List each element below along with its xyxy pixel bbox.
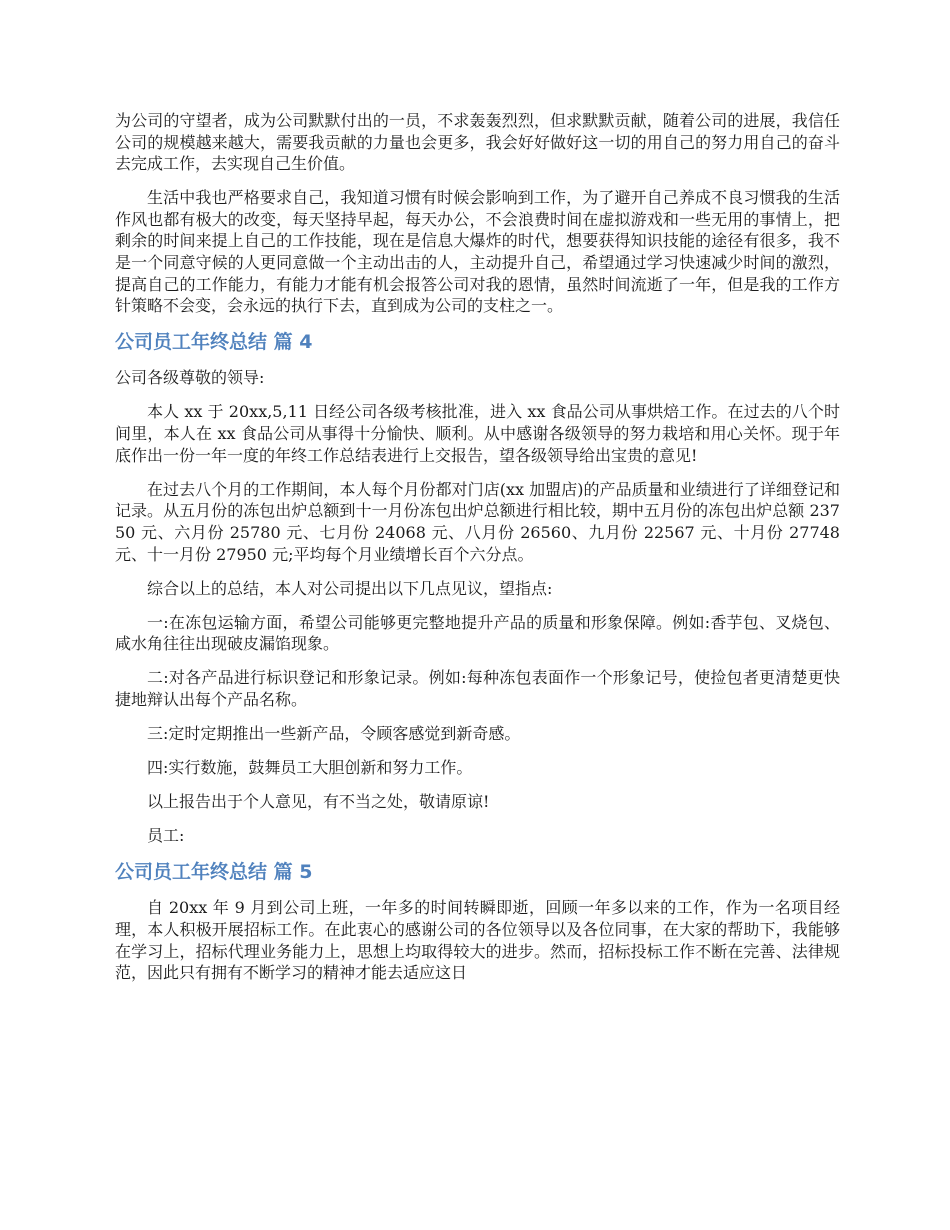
paragraph: 本人 xx 于 20xx,5,11 日经公司各级考核批准，进入 xx 食品公司从事烘焙工作。在过去的八个时间里，本人在 xx 食品公司从事得十分愉快、顺利。从中感谢各级领导的努力栽培和用心关怀。现于年底作出一份一年一度的年终工作总结表进行上交报告，望各级领导给出宝贵的意见!: [115, 402, 840, 465]
paragraph: 为公司的守望者，成为公司默默付出的一员，不求轰轰烈烈，但求默默贡献，随着公司的进展，我信任公司的规模越来越大，需要我贡献的力量也会更多，我会好好做好这一切的用自己的努力用自己的奋斗去完成工作，去实现自己生价值。: [115, 111, 840, 174]
salutation: 公司各级尊敬的领导:: [115, 368, 265, 388]
paragraph: 生活中我也严格要求自己，我知道习惯有时候会影响到工作，为了避开自己养成不良习惯我的生活作风也都有极大的改变，每天坚持早起，每天办公，不会浪费时间在虚拟游戏和一些无用的事情上，把剩余的时间来提上自己的工作技能，现在是信息大爆炸的时代，想要获得知识技能的途径有很多，我不是一个同意守候的人更同意做一个主动出击的人，主动提升自己，希望通过学习快速减少时间的激烈，提高自己的工作能力，有能力才能有机会报答公司对我的恩情，虽然时间流逝了一年，但是我的工作方针策略不会变，会永远的执行下去，直到成为公司的支柱之一。: [115, 188, 840, 316]
document-page: [115, 110, 840, 996]
suggestion-item: 一:在冻包运输方面，希望公司能够更完整地提升产品的质量和形象保障。例如:香芋包、叉烧包、咸水角往往出现破皮漏馅现象。: [115, 612, 840, 654]
suggestion-item: 四:实行数施，鼓舞员工大胆创新和努力工作。: [147, 758, 473, 778]
suggestion-item: 三:定时定期推出一些新产品，令顾客感觉到新奇感。: [147, 724, 521, 744]
paragraph: 综合以上的总结，本人对公司提出以下几点见议，望指点:: [147, 578, 553, 598]
section-heading: 公司员工年终总结 篇 5: [115, 861, 313, 884]
paragraph: 自 20xx 年 9 月到公司上班，一年多的时间转瞬即逝，回顾一年多以来的工作，作为一名项目经理，本人积极开展招标工作。在此衷心的感谢公司的各位领导以及各位同事，在大家的帮助下，我能够在学习上，招标代理业务能力上，思想上均取得较大的进步。然而，招标投标工作不断在完善、法律规范，因此只有拥有不断学习的精神才能去适应这日: [115, 898, 840, 983]
signature-line: 员工:: [147, 826, 185, 846]
suggestion-item: 二:对各产品进行标识登记和形象记录。例如:每种冻包表面作一个形象记号，使捡包者更清楚更快捷地辩认出每个产品名称。: [115, 668, 840, 709]
paragraph: 以上报告出于个人意见，有不当之处，敬请原谅!: [147, 792, 490, 812]
section-heading: 公司员工年终总结 篇 4: [115, 331, 313, 354]
paragraph: 在过去八个月的工作期间，本人每个月份都对门店(xx 加盟店)的产品质量和业绩进行了详细登记和记录。从五月份的冻包出炉总额到十一月份冻包出炉总额进行相比较，期中五月份的冻包出炉总额 23750 元、六月份 25780 元、七月份 24068 元、八月份 26560、九月份 22567 元、十月份 27748 元、十一月份 27950 元;平均每个月业绩增长百个六分点。: [115, 479, 840, 564]
